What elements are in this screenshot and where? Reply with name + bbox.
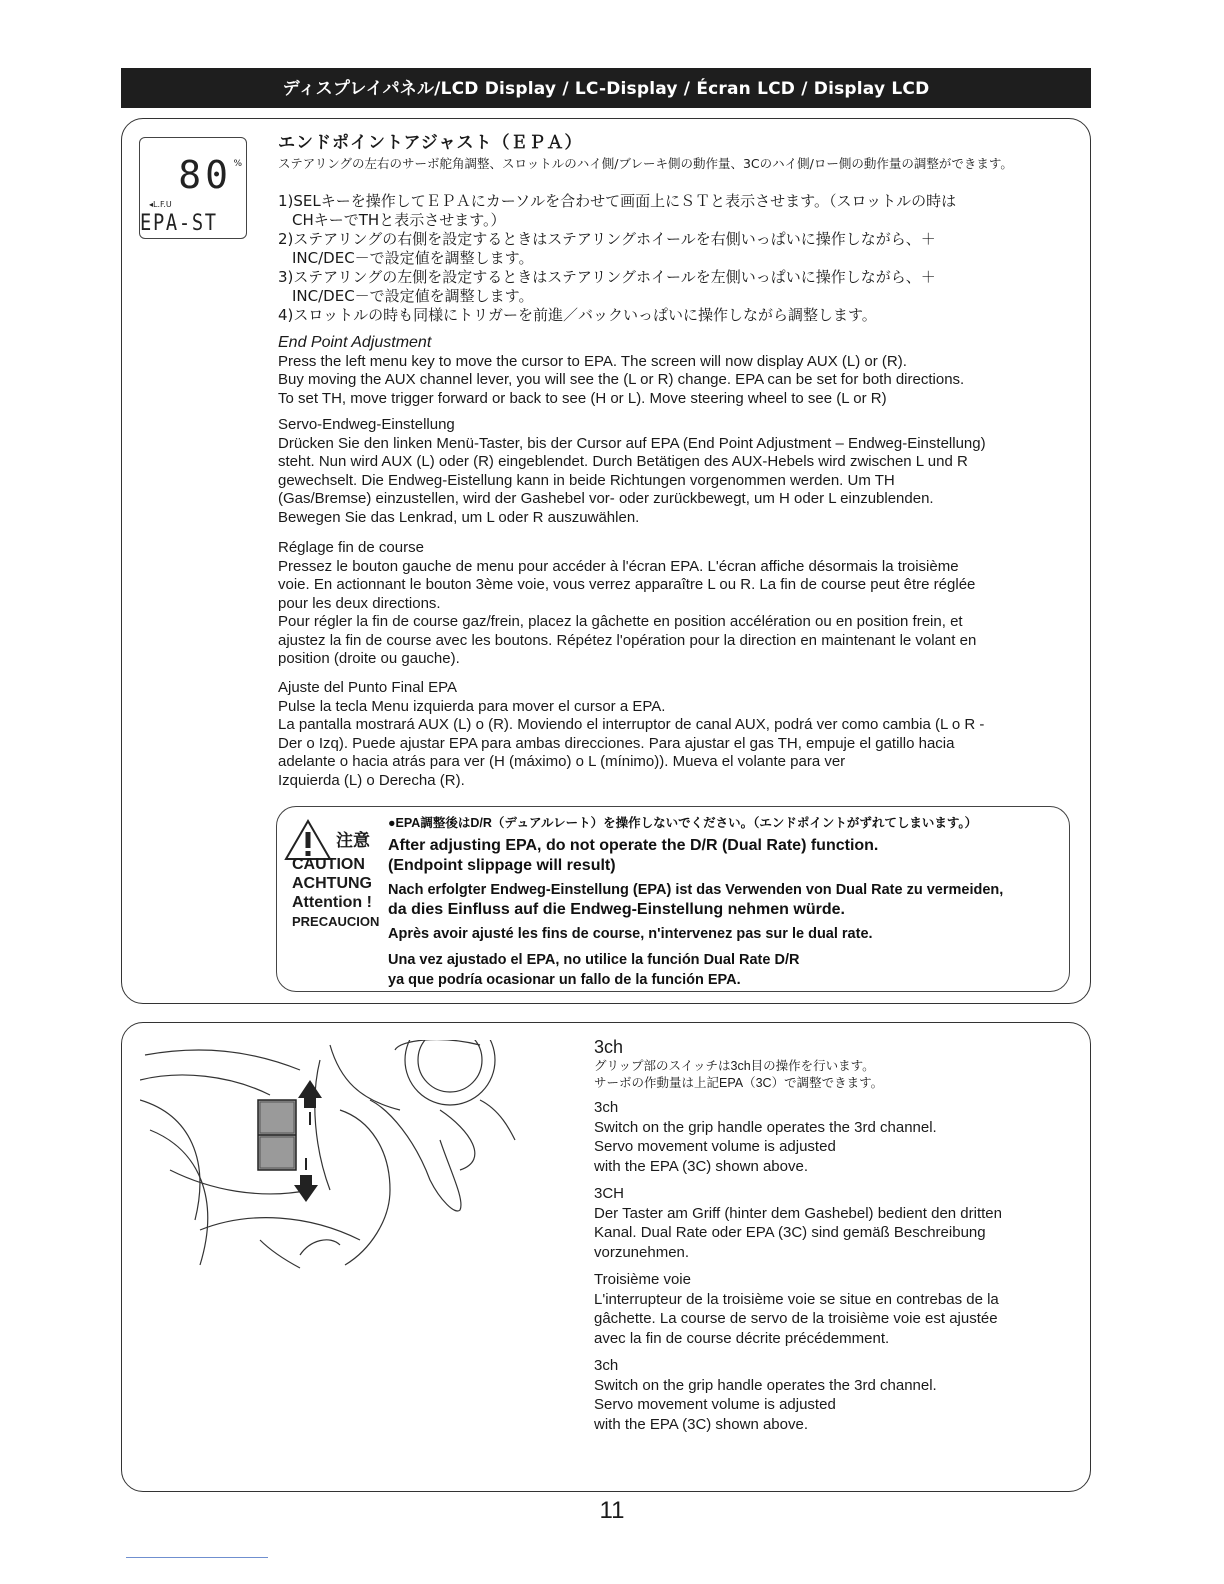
jp-step-3: 3)ステアリングの左側を設定するときはステアリングホイールを左側いっぱいに操作しながら、＋ xyxy=(278,268,936,286)
ch3-jp-line: サーボの作動量は上記EPA（3C）で調整できます。 xyxy=(594,1076,884,1090)
caution-en-line: (Endpoint slippage will result) xyxy=(388,857,616,874)
jp-step-4: 4)スロットルの時も同様にトリガーを前進／バックいっぱいに操作しながら調整します。 xyxy=(278,306,877,324)
caution-de-line: Nach erfolgter Endweg-Einstellung (EPA) ist das Verwenden von Dual Rate zu vermeiden, xyxy=(388,882,1004,898)
ch3-de-line: Der Taster am Griff (hinter dem Gashebel) bedient den dritten xyxy=(594,1204,1002,1222)
caution-label-fr: Attention ! xyxy=(292,894,372,911)
ch3-title: 3ch xyxy=(594,1037,624,1057)
jp-step-1: 1)SELキーを操作してＥＰＡにカーソルを合わせて画面上にＳＴと表示させます。（スロットルの時は xyxy=(278,192,957,210)
page-number: 11 xyxy=(599,1497,625,1524)
lcd-display xyxy=(139,137,247,239)
caution-jp-label: 注意 xyxy=(336,831,370,851)
lcd-value: 80 xyxy=(178,153,232,197)
ch3-de-title: 3CH xyxy=(594,1185,625,1202)
jp-step-2-cont: INC/DEC－で設定値を調整します。 xyxy=(292,249,534,267)
ch3-en-line: Switch on the grip handle operates the 3rd channel. xyxy=(594,1118,937,1136)
epa-en-line: Press the left menu key to move the cursor to EPA. The screen will now display AUX (L) or (R). xyxy=(278,352,907,370)
epa-de-line: Drücken Sie den linken Menü-Taster, bis der Cursor auf EPA (End Point Adjustment – Endweg-Einstellung) xyxy=(278,434,986,452)
epa-de-title: Servo-Endweg-Einstellung xyxy=(278,416,455,433)
epa-fr-line: Pour régler la fin de course gaz/frein, placez la gâchette en position accélération ou en position frein, et xyxy=(278,613,963,630)
ch3-fr-title: Troisième voie xyxy=(594,1271,691,1288)
epa-en-line: To set TH, move trigger forward or back to see (H or L). Move steering wheel to see (L or R) xyxy=(278,389,887,407)
page-header: ディスプレイパネル/LCD Display / LC-Display / Écran LCD / Display LCD xyxy=(121,68,1091,108)
caution-labels xyxy=(292,855,379,931)
ch3-en-line: Servo movement volume is adjusted xyxy=(594,1138,836,1155)
epa-es-line: Pulse la tecla Menu izquierda para mover el cursor a EPA. xyxy=(278,697,666,715)
ch3-es-title: 3ch xyxy=(594,1357,619,1374)
caution-es-line: ya que podría ocasionar un fallo de la función EPA. xyxy=(388,972,741,988)
epa-es-line: adelante o hacia atrás para ver (H (máximo) o L (mínimo)). Mueva el volante para ver xyxy=(278,753,846,770)
caution-label-de: ACHTUNG xyxy=(292,875,372,892)
epa-jp-intro: ステアリングの左右のサーボ舵角調整、スロットルのハイ側/ブレーキ側の動作量、3Cのハイ側/ロー側の動作量の調整ができます。 xyxy=(278,156,1013,171)
epa-de-line: gewechselt. Die Endweg-Eistellung kann in beide Richtungen vorgenommen werden. Um TH xyxy=(278,471,895,489)
caution-de-line: da dies Einfluss auf die Endweg-Einstellung nehmen würde. xyxy=(388,901,845,918)
ch3-es-line: Switch on the grip handle operates the 3rd channel. xyxy=(594,1376,937,1394)
ch3-fr-line: gâchette. La course de servo de la troisième voie est ajustée xyxy=(594,1310,998,1327)
lcd-mode: EPA-ST xyxy=(140,211,218,236)
epa-fr-title: Réglage fin de course xyxy=(278,539,424,556)
epa-es-title: Ajuste del Punto Final EPA xyxy=(278,679,457,696)
epa-fr-line: Pressez le bouton gauche de menu pour accéder à l'écran EPA. L'écran affiche désormais la troisième xyxy=(278,557,959,575)
epa-es-section xyxy=(278,679,1073,790)
jp-step-1-cont: CHキーでTHと表示させます。） xyxy=(292,211,506,229)
epa-en-line: Buy moving the AUX channel lever, you will see the (L or R) change. EPA can be set for both directions. xyxy=(278,371,965,388)
epa-fr-line: pour les deux directions. xyxy=(278,594,441,612)
epa-de-line: (Gas/Bremse) einzustellen, wird der Gashebel vor- oder zurückbewegt, um H oder L einzublenden. xyxy=(278,490,934,507)
epa-fr-line: ajustez la fin de course avec les boutons. Répétez l'opération pour la direction en maintenant le volant en xyxy=(278,631,977,649)
caution-es-line: Una vez ajustado el EPA, no utilice la función Dual Rate D/R xyxy=(388,952,800,968)
caution-en-line: After adjusting EPA, do not operate the D/R (Dual Rate) function. xyxy=(388,837,879,854)
caution-jp-text: ●EPA調整後はD/R（デュアルレート）を操作しないでください。（エンドポイントがずれてしまいます。） xyxy=(388,816,978,830)
jp-step-3-cont: INC/DEC－で設定値を調整します。 xyxy=(292,287,534,305)
epa-fr-line: position (droite ou gauche). xyxy=(278,650,460,667)
epa-es-line: La pantalla mostrará AUX (L) o (R). Moviendo el interruptor de canal AUX, podrá ver como cambia (L o R - xyxy=(278,716,985,733)
jp-step-2: 2)ステアリングの右側を設定するときはステアリングホイールを右側いっぱいに操作しながら、＋ xyxy=(278,230,936,248)
caution-label-es: PRECAUCION xyxy=(292,914,380,929)
caution-label-en: CAUTION xyxy=(292,856,365,873)
epa-jp-title: エンドポイントアジャスト（ＥＰＡ） xyxy=(278,133,583,153)
caution-fr-line: Après avoir ajusté les fins de course, n'intervenez pas sur le dual rate. xyxy=(388,926,873,942)
epa-es-line: Izquierda (L) o Derecha (R). xyxy=(278,771,465,789)
ch3-text-column xyxy=(594,1036,1074,1434)
epa-fr-line: voie. En actionnant le bouton 3ème voie, vous verrez apparaître L ou R. La fin de course peut être réglée xyxy=(278,576,976,593)
ch3-fr-line: L'interrupteur de la troisième voie se situe en contrebas de la xyxy=(594,1290,999,1308)
footer-divider xyxy=(126,1557,268,1558)
ch3-de-line: vorzunehmen. xyxy=(594,1243,690,1261)
ch3-es-line: Servo movement volume is adjusted xyxy=(594,1396,836,1413)
epa-jp-steps xyxy=(278,192,1073,325)
caution-text xyxy=(388,814,1070,990)
lcd-indicator: ◂L.F.U xyxy=(149,200,172,209)
lcd-percent: % xyxy=(233,159,242,169)
ch3-jp-line: グリップ部のスイッチは3ch目の操作を行います。 xyxy=(594,1059,875,1073)
epa-es-line: Der o Izq). Puede ajustar EPA para ambas direcciones. Para ajustar el gas TH, empuje el gatillo hacia xyxy=(278,734,955,752)
ch3-es-line: with the EPA (3C) shown above. xyxy=(594,1415,808,1433)
grip-switch-illustration xyxy=(140,1040,520,1270)
ch3-de-line: Kanal. Dual Rate oder EPA (3C) sind gemäß Beschreibung xyxy=(594,1224,986,1241)
epa-fr-section xyxy=(278,539,1073,669)
epa-de-line: Bewegen Sie das Lenkrad, um L oder R auszuwählen. xyxy=(278,508,640,526)
epa-en-section xyxy=(278,334,1073,408)
epa-de-line: steht. Nun wird AUX (L) oder (R) eingeblendet. Durch Betätigen des AUX-Hebels wird zwischen L und R xyxy=(278,453,968,470)
ch3-fr-line: avec la fin de course décrite précédemment. xyxy=(594,1329,890,1347)
ch3-en-title: 3ch xyxy=(594,1099,619,1116)
ch3-en-line: with the EPA (3C) shown above. xyxy=(594,1157,808,1175)
epa-de-section xyxy=(278,416,1073,527)
epa-en-title: End Point Adjustment xyxy=(278,334,432,351)
